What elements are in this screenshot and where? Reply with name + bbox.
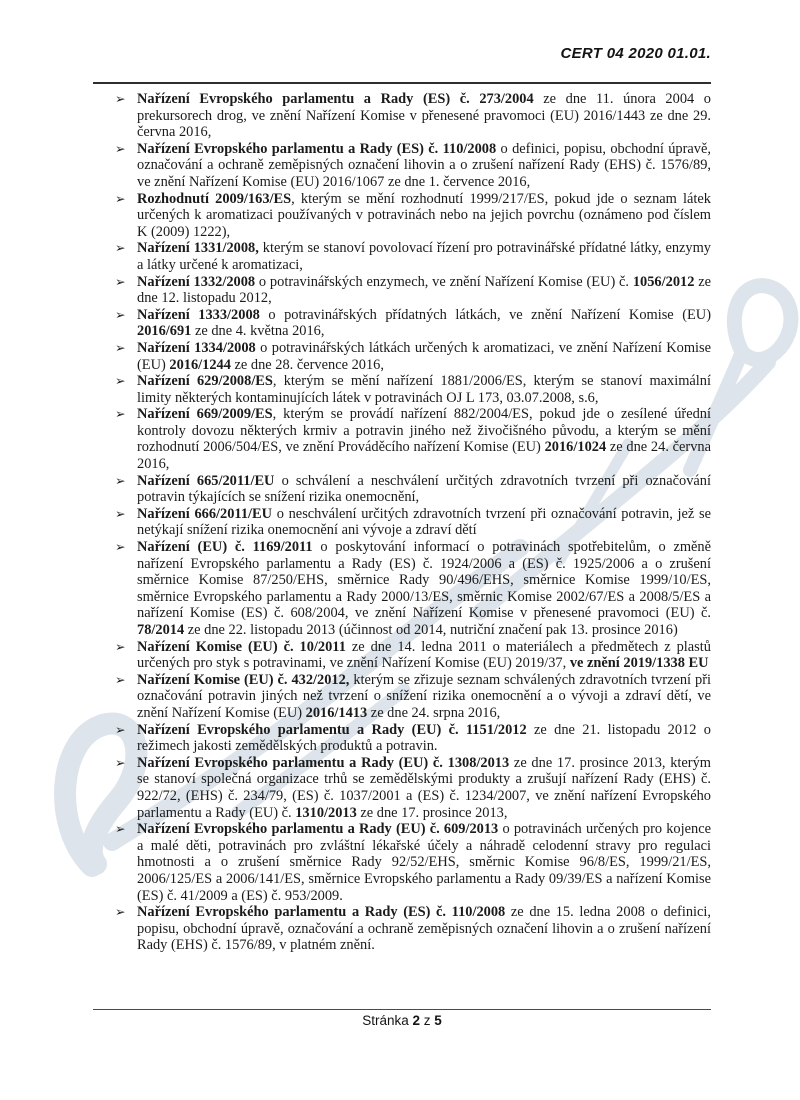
list-item [115,191,711,241]
list-item [115,672,711,722]
list-item-text: Nařízení Komise (EU) č. 432/2012, kterým se zřizuje seznam schválených zdravotních tvrzení při označování potravin jiných než tvrzení o snížení rizika onemocnění a o vývoji a zdraví dětí, ve znění Nařízení Komise (EU) 2016/1413 ze dne 24. srpna 2016, [137,671,711,721]
list-item [115,821,711,904]
arrow-bullet-icon: ➢ [115,639,126,654]
list-item [115,722,711,755]
list-item [115,755,711,821]
list-item [115,473,711,506]
arrow-bullet-icon: ➢ [115,822,126,837]
document-code: CERT 04 2020 01.01. [560,45,711,62]
list-item [115,274,711,307]
arrow-bullet-icon: ➢ [115,307,126,322]
footer-rule [93,1009,711,1010]
list-item [115,539,711,639]
arrow-bullet-icon: ➢ [115,141,126,156]
arrow-bullet-icon: ➢ [115,274,126,289]
arrow-bullet-icon: ➢ [115,340,126,355]
list-item [115,639,711,672]
list-item-text: Nařízení (EU) č. 1169/2011 o poskytování informací o potravinách spotřebitelům, o změně nařízení Evropského parlamentu a Rady (ES) č. 1924/2006 a (ES) č. 1925/2006 a o zrušení směrnice Komise 87/250/EHS, směrnice Rady 90/496/EHS, směrnice Komise 1999/10/ES, směrnice Evropského parlamentu a Rady 2000/13/ES, směrnic Komise 2002/67/ES a 2008/5/ES a nařízení Komise (ES) č. 608/2004, ve znění Nařízení Komise v přenesené pravomoci (EU) č. 78/2014 ze dne 22. listopadu 2013 (účinnost od 2014, nutriční značení pak 13. prosince 2016) [137,539,711,638]
list-item-text: Nařízení 1332/2008 o potravinářských enzymech, ve znění Nařízení Komise (EU) č. 1056/2012 ze dne 12. listopadu 2012, [137,273,711,307]
list-item [115,240,711,273]
arrow-bullet-icon: ➢ [115,672,126,687]
arrow-bullet-icon: ➢ [115,905,126,920]
list-item-text: Nařízení Komise (EU) č. 10/2011 ze dne 14. ledna 2011 o materiálech a předmětech z plastů určených pro styk s potravinami, ve znění Nařízení Komise (EU) 2019/37, ve znění 2019/1338 EU [137,638,711,672]
list-item-text: Nařízení 1331/2008, kterým se stanoví povolovací řízení pro potravinářské přídatné látky, enzymy a látky určené k aromatizaci, [137,240,711,273]
list-item-text: Nařízení 1334/2008 o potravinářských látkách určených k aromatizaci, ve znění Nařízení Komise (EU) 2016/1244 ze dne 28. července 2016, [137,339,711,373]
list-item-text: Nařízení 665/2011/EU o schválení a neschválení určitých zdravotních tvrzení při označování potravin týkajících se snížení rizika onemocnění, [137,472,711,506]
arrow-bullet-icon: ➢ [115,473,126,488]
list-item [115,373,711,406]
list-item-text: Rozhodnutí 2009/163/ES, kterým se mění rozhodnutí 1999/217/ES, pokud jde o seznam látek určených k aromatizaci používaných v potravinách nebo na jejich povrchu (oznámeno pod číslem K (2009) 1222), [137,190,711,240]
arrow-bullet-icon: ➢ [115,540,126,555]
arrow-bullet-icon: ➢ [115,506,126,521]
arrow-bullet-icon: ➢ [115,92,126,106]
list-item [115,340,711,373]
list-item-text: Nařízení 1333/2008 o potravinářských přídatných látkách, ve znění Nařízení Komise (EU) 2016/691 ze dne 4. května 2016, [137,306,711,340]
list-item-text: Nařízení Evropského parlamentu a Rady (EU) č. 1308/2013 ze dne 17. prosince 2013, kterým se stanoví společná organizace trhů se zemědělskými produkty a zrušují nařízení Rady (EHS) č. 922/72, (EHS) č. 234/79, (ES) č. 1037/2001 a (ES) č. 1234/2007, ve znění nařízení Evropského parlamentu a Rady (EU) č. 1310/2013 ze dne 17. prosince 2013, [137,754,711,821]
arrow-bullet-icon: ➢ [115,191,126,206]
arrow-bullet-icon: ➢ [115,374,126,389]
list-item [115,141,711,191]
arrow-bullet-icon: ➢ [115,241,126,256]
list-item-text: Nařízení Evropského parlamentu a Rady (EU) č. 609/2013 o potravinách určených pro kojence a malé děti, potravinách pro zvláštní lékařské účely a náhradě celodenní stravy pro regulaci hmotnosti a o zrušení směrnice Rady 92/52/EHS, směrnic Komise 96/8/ES, 1999/21/ES, 2006/125/ES a 2006/141/ES, směrnice Evropského parlamentu a Rady 09/39/ES a nařízení Komise (ES) č. 41/2009 a (ES) č. 953/2009. [137,821,711,904]
list-item-text: Nařízení Evropského parlamentu a Rady (ES) č. 110/2008 ze dne 15. ledna 2008 o definici, popisu, obchodní úpravě, označování a ochraně zeměpisných označení lihovin a o zrušení nařízení Rady (EHS) č. 1576/89, v platném znění. [137,904,711,954]
header-rule [93,82,711,84]
list-item-text: Nařízení Evropského parlamentu a Rady (EU) č. 1151/2012 ze dne 21. listopadu 2012 o režimech jakosti zemědělských produktů a potravin. [137,721,711,755]
list-item [115,406,711,472]
arrow-bullet-icon: ➢ [115,755,126,770]
list-item [115,506,711,539]
page-number: Stránka 2 z 5 [362,1013,442,1028]
list-item [115,904,711,954]
list-item [115,307,711,340]
regulation-list [115,91,711,954]
list-item-text: Nařízení Evropského parlamentu a Rady (ES) č. 273/2004 ze dne 11. února 2004 o prekursorech drog, ve znění Nařízení Komise v přenesené pravomoci (EU) 2016/1443 ze dne 29. června 2016, [137,91,711,141]
arrow-bullet-icon: ➢ [115,407,126,422]
list-item [115,91,711,141]
list-item-text: Nařízení 669/2009/ES, kterým se provádí nařízení 882/2004/ES, pokud jde o zesílené úřední kontroly dovozu některých krmiv a potravin jiného než živočišného původu, a kterým se mění rozhodnutí 2006/504/ES, ve znění Prováděcího nařízení Komise (EU) 2016/1024 ze dne 24. června 2016, [137,406,712,473]
arrow-bullet-icon: ➢ [115,722,126,737]
list-item-text: Nařízení 629/2008/ES, kterým se mění nařízení 1881/2006/ES, kterým se stanoví maximální limity některých kontaminujících látek v potravinách OJ L 173, 03.07.2008, s.6, [137,373,711,406]
list-item-text: Nařízení 666/2011/EU o neschválení určitých zdravotních tvrzení při označování potravin, jež se netýkají snížení rizika onemocnění ani vývoje a zdraví dětí [137,505,711,539]
list-item-text: Nařízení Evropského parlamentu a Rady (ES) č. 110/2008 o definici, popisu, obchodní úpravě, označování a ochraně zeměpisných označení lihovin a o zrušení nařízení Rady (EHS) č. 1576/89, ve znění Nařízení Komise (EU) 2016/1067 ze dne 1. července 2016, [137,140,711,190]
